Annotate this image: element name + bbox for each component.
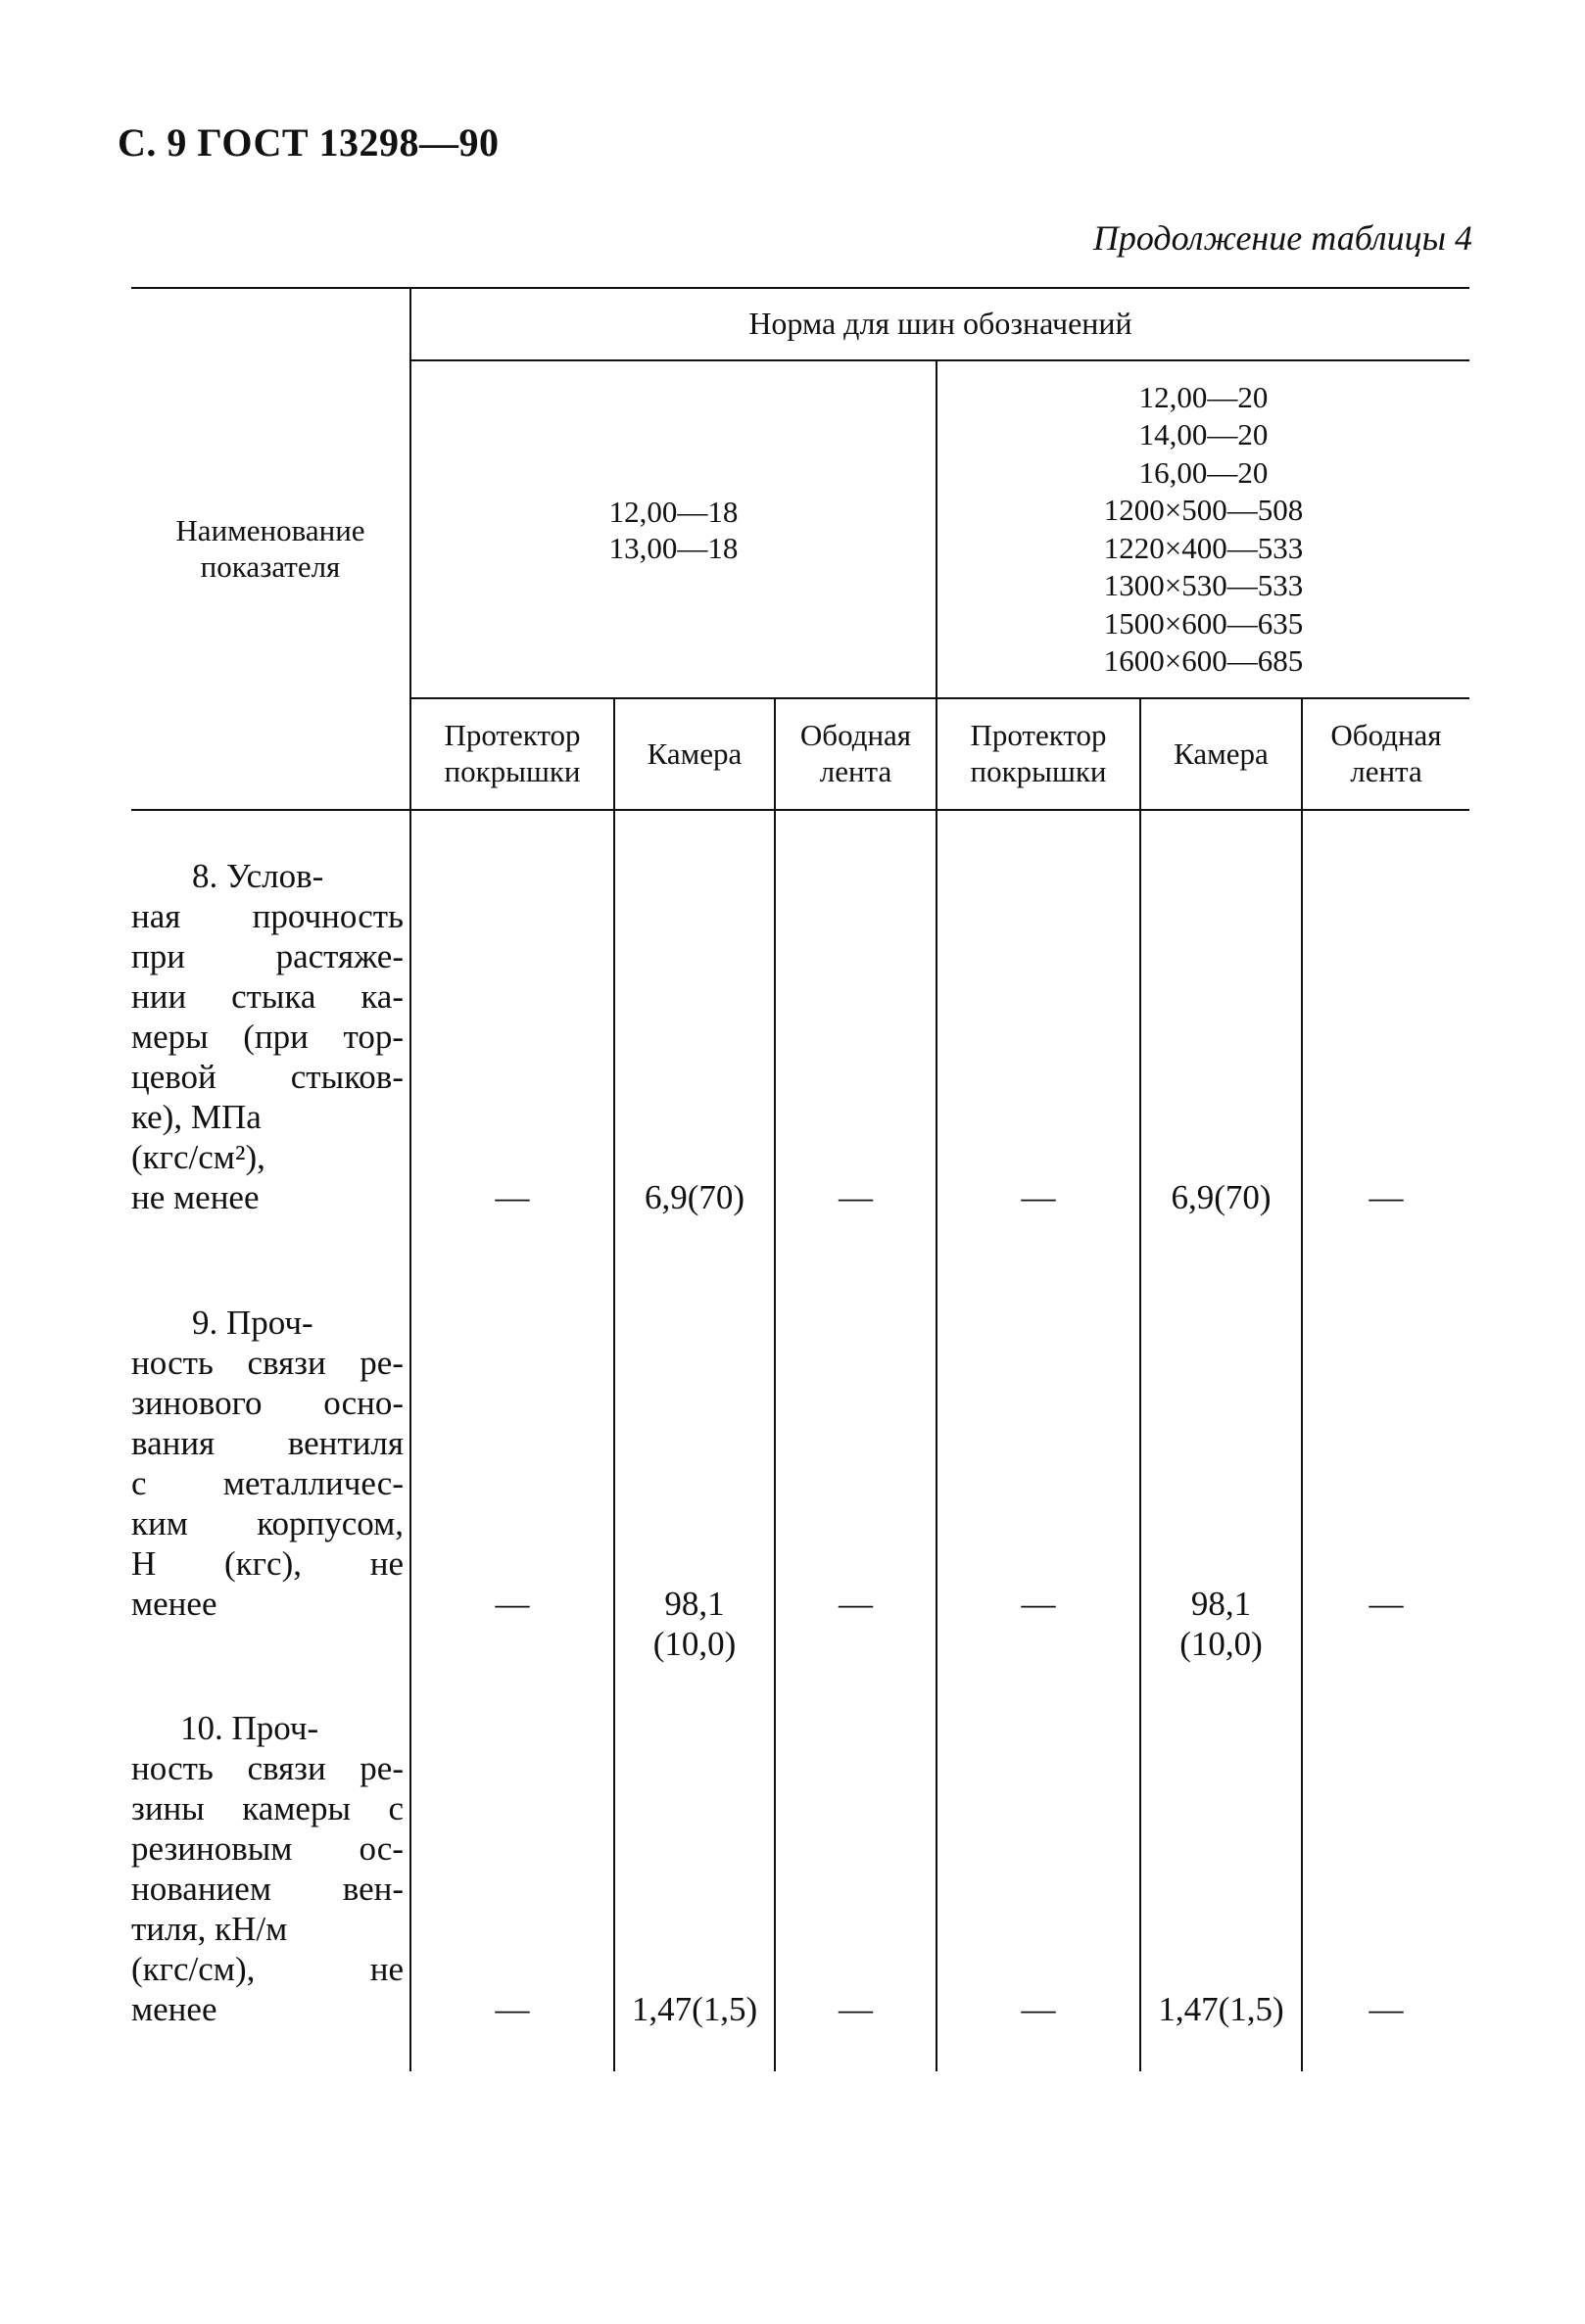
row-label: 9. Проч- ность связи ре- зинового осно- вания вентиля с металличес- ким корпусом, Н (кгс), не менее <box>131 1304 404 1623</box>
cell-value: — <box>839 1178 873 1216</box>
subcolumn-header: Ободная лента <box>1330 718 1442 788</box>
cell-value: — <box>495 1585 530 1623</box>
norm-header: Норма для шин обозначений <box>748 306 1132 342</box>
cell-value: 98,1 (10,0) <box>1179 1585 1263 1663</box>
column-divider <box>774 697 776 2071</box>
cell-value: — <box>1021 1990 1056 2028</box>
cell-value: — <box>495 1990 530 2028</box>
tire-group-1: 12,00—18 13,00—18 <box>608 494 739 565</box>
cell-value: — <box>1369 1585 1404 1623</box>
cell-value: — <box>1021 1178 1056 1216</box>
cell-value: — <box>495 1178 530 1216</box>
table-continuation-caption: Продолжение таблицы 4 <box>1092 218 1472 258</box>
tire-group-2: 12,00—20 14,00—20 16,00—20 1200×500—508 1220×400—533 1300×530—533 1500×600—635 1600×600—685 <box>1103 379 1304 678</box>
cell-value: 1,47(1,5) <box>1158 1990 1284 2028</box>
cell-value: — <box>839 1585 873 1623</box>
page-header: С. 9 ГОСТ 13298—90 <box>118 120 500 165</box>
row-label: 10. Проч- ность связи ре- зины камеры с резиновым ос- нованием вен- тиля, кН/м (кгс/см), не менее <box>131 1709 404 2028</box>
column-divider <box>613 697 615 2071</box>
row-label: 8. Услов- ная прочность при растяже- нии стыка ка- меры (при тор- цевой стыков- ке), МПа (кгс/см²), не менее <box>131 857 404 1216</box>
cell-value: 1,47(1,5) <box>631 1990 758 2028</box>
subcolumn-header: Протектор покрышки <box>444 718 581 788</box>
column-divider <box>1301 697 1303 2071</box>
cell-value: — <box>839 1990 873 2028</box>
subcolumn-header: Ободная лента <box>799 718 912 788</box>
cell-value: — <box>1021 1585 1056 1623</box>
cell-value: — <box>1369 1990 1404 2028</box>
indicator-header: Наименование показателя <box>175 512 365 584</box>
subcolumn-header: Камера <box>647 735 743 771</box>
cell-value: 6,9(70) <box>1171 1178 1272 1216</box>
subcolumn-header: Протектор покрышки <box>970 718 1107 788</box>
cell-value: 98,1 (10,0) <box>652 1585 737 1663</box>
subcolumn-header: Камера <box>1174 735 1269 771</box>
cell-value: — <box>1369 1178 1404 1216</box>
cell-value: 6,9(70) <box>644 1178 745 1216</box>
column-divider <box>1139 697 1141 2071</box>
header-bottom-rule <box>131 809 1469 811</box>
